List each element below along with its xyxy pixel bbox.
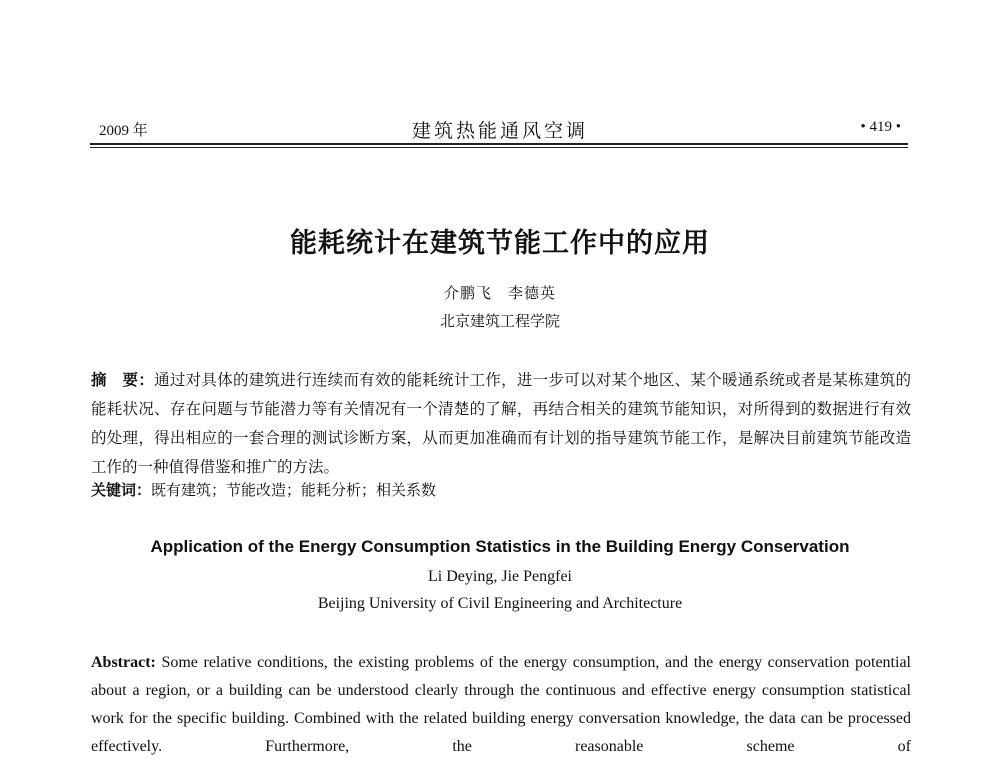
header-year: 2009 年	[99, 123, 148, 139]
keywords-text-zh: 既有建筑；节能改造；能耗分析；相关系数	[151, 481, 437, 499]
header-rule	[90, 143, 908, 145]
abstract-label-en: Abstract:	[91, 654, 156, 671]
abstract-text-en: Some relative conditions, the existing problems of the energy consumption, and the energy conservation potential about a region, or a building can be understood clearly through the continuous and effective energy consumption statistical work for the specific building. Combined with the related building energy conversation knowledge, the data can be processed effectively. Furthermore, the reasonable scheme of	[91, 654, 911, 755]
header-rule-thin	[90, 147, 908, 148]
keywords-zh	[91, 479, 436, 500]
authors-zh: 介鹏飞 李德英	[443, 284, 556, 302]
affiliation-zh: 北京建筑工程学院	[439, 312, 560, 330]
abstract-zh	[91, 366, 911, 482]
journal-title: 建筑热能通风空调	[411, 120, 588, 142]
abstract-en	[91, 649, 911, 761]
article-title-zh: 能耗统计在建筑节能工作中的应用	[290, 228, 710, 259]
authors-en: Li Deying, Jie Pengfei	[428, 568, 572, 585]
article-title-en: Application of the Energy Consumption Statistics in the Building Energy Conservation	[150, 537, 850, 556]
keywords-label-zh: 关键词：	[91, 481, 152, 499]
abstract-label-zh: 摘 要：	[91, 371, 155, 389]
affiliation-en: Beijing University of Civil Engineering and Architecture	[317, 595, 683, 612]
abstract-text-zh: 通过对具体的建筑进行连续而有效的能耗统计工作，进一步可以对某个地区、某个暖通系统或者是某栋建筑的能耗状况、存在问题与节能潜力等有关情况有一个清楚的了解，再结合相关的建筑节能知识，对所得到的数据进行有效的处理，得出相应的一套合理的测试诊断方案，从而更加准确而有计划的指导建筑节能工作，是解决目前建筑节能改造工作的一种值得借鉴和推广的方法。	[91, 371, 911, 476]
page-number: • 419 •	[860, 119, 901, 135]
